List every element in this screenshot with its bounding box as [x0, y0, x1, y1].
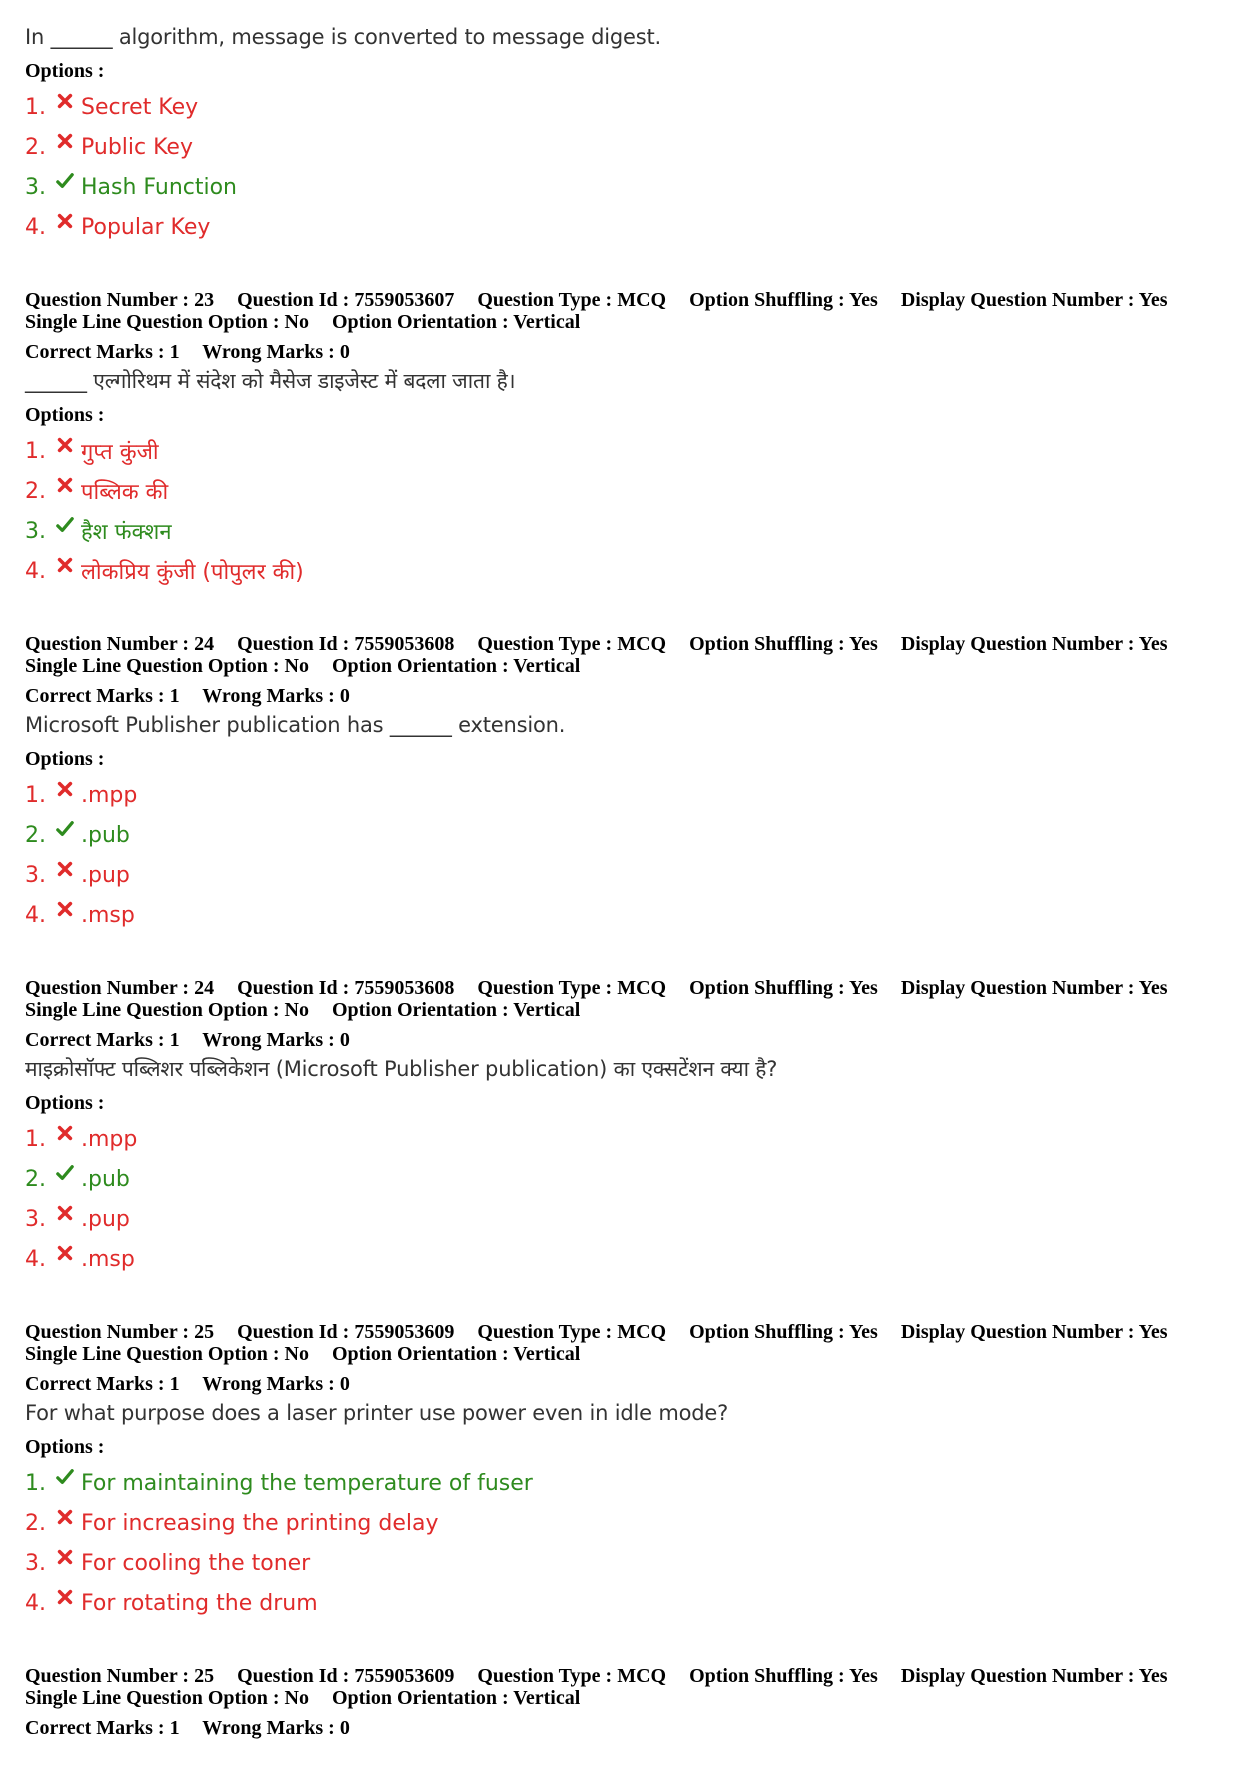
cross-icon: [53, 556, 77, 586]
option-orientation: Vertical: [513, 1687, 581, 1709]
cross-icon: [53, 436, 77, 466]
cross-icon: [53, 1588, 77, 1618]
marks-line: Correct Marks : 1 Wrong Marks : 0: [25, 1717, 350, 1739]
options-label: Options :: [25, 60, 105, 82]
option-number: 2.: [25, 134, 46, 160]
question-block-top: [25, 22, 1215, 247]
single-line-option: No: [284, 311, 309, 333]
question-block: [25, 1321, 1215, 1623]
question-block: [25, 633, 1215, 935]
option-shuffling: Yes: [848, 289, 878, 311]
cross-icon: [53, 1548, 77, 1578]
cross-icon: [53, 780, 77, 810]
question-text: माइक्रोसॉफ्ट पब्लिशर पब्लिकेशन (Microsoft Publisher publication) का एक्सटेंशन क्या है?: [25, 1057, 778, 1081]
cross-icon: [53, 132, 77, 162]
question-number: 25: [194, 1321, 215, 1343]
question-meta: Question Number : 25 Question Id : 7559053609 Question Type : MCQ Option Shuffling : Yes Display Question Number : Yes Single Line Question Option : No Option Orientation : Vertical: [25, 1321, 1168, 1365]
options-label: Options :: [25, 1436, 105, 1458]
question-text: In ______ algorithm, message is converted to message digest.: [25, 25, 661, 49]
option-orientation: Vertical: [513, 655, 581, 677]
wrong-marks: 0: [339, 1029, 350, 1051]
option-text: .pub: [81, 822, 130, 848]
option-number: 1.: [25, 782, 46, 808]
cross-icon: [53, 1244, 77, 1274]
wrong-marks: 0: [339, 341, 350, 363]
option-number: 3.: [25, 174, 46, 200]
display-question-number: Yes: [1138, 1321, 1168, 1343]
option-orientation: Vertical: [513, 999, 581, 1021]
option-item: [25, 1463, 1215, 1503]
option-item: [25, 1119, 1215, 1159]
display-question-number: Yes: [1138, 977, 1168, 999]
option-text: .pup: [81, 1206, 130, 1232]
option-text: हैश फंक्शन: [81, 520, 172, 545]
check-icon: [53, 516, 77, 546]
option-number: 1.: [25, 1126, 46, 1152]
question-number: 25: [194, 1665, 215, 1687]
cross-icon: [53, 1124, 77, 1154]
option-item: [25, 1239, 1215, 1279]
option-item: [25, 87, 1215, 127]
option-number: 3.: [25, 1550, 46, 1576]
option-item: [25, 775, 1215, 815]
options-label: Options :: [25, 1092, 105, 1114]
option-number: 2.: [25, 822, 46, 848]
option-number: 3.: [25, 862, 46, 888]
option-list: [25, 775, 1215, 935]
option-item: [25, 815, 1215, 855]
question-id: 7559053608: [354, 633, 455, 655]
question-id: 7559053608: [354, 977, 455, 999]
option-text: .pup: [81, 862, 130, 888]
cross-icon: [53, 1508, 77, 1538]
option-list: [25, 431, 1215, 591]
option-item: [25, 511, 1215, 551]
marks-line: Correct Marks : 1 Wrong Marks : 0: [25, 685, 350, 707]
option-text: For rotating the drum: [81, 1590, 318, 1616]
option-number: 1.: [25, 438, 46, 464]
option-text: गुप्त कुंजी: [81, 440, 159, 465]
option-text: Popular Key: [81, 214, 211, 240]
question-block: [25, 289, 1215, 591]
option-text: Secret Key: [81, 94, 199, 120]
marks-line: Correct Marks : 1 Wrong Marks : 0: [25, 1029, 350, 1051]
option-text: .mpp: [81, 782, 138, 808]
question-id: 7559053609: [354, 1665, 455, 1687]
option-item: [25, 551, 1215, 591]
correct-marks: 1: [169, 1029, 180, 1051]
question-type: MCQ: [617, 1665, 667, 1687]
option-text: .msp: [81, 1246, 135, 1272]
option-item: [25, 1159, 1215, 1199]
options-label: Options :: [25, 404, 105, 426]
single-line-option: No: [284, 655, 309, 677]
question-type: MCQ: [617, 289, 667, 311]
question-meta: Question Number : 24 Question Id : 7559053608 Question Type : MCQ Option Shuffling : Yes Display Question Number : Yes Single Line Question Option : No Option Orientation : Vertical: [25, 977, 1168, 1021]
option-item: [25, 207, 1215, 247]
question-meta: Question Number : 23 Question Id : 7559053607 Question Type : MCQ Option Shuffling : Yes Display Question Number : Yes Single Line Question Option : No Option Orientation : Vertical: [25, 289, 1168, 333]
question-type: MCQ: [617, 977, 667, 999]
option-shuffling: Yes: [848, 633, 878, 655]
cross-icon: [53, 212, 77, 242]
option-orientation: Vertical: [513, 311, 581, 333]
option-text: For cooling the toner: [81, 1550, 311, 1576]
option-number: 3.: [25, 518, 46, 544]
check-icon: [53, 172, 77, 202]
option-item: [25, 431, 1215, 471]
correct-marks: 1: [169, 1717, 180, 1739]
cross-icon: [53, 1204, 77, 1234]
option-number: 4.: [25, 902, 46, 928]
option-number: 1.: [25, 1470, 46, 1496]
cross-icon: [53, 900, 77, 930]
option-item: [25, 855, 1215, 895]
display-question-number: Yes: [1138, 289, 1168, 311]
question-number: 24: [194, 633, 215, 655]
question-type: MCQ: [617, 1321, 667, 1343]
single-line-option: No: [284, 1343, 309, 1365]
option-number: 3.: [25, 1206, 46, 1232]
option-number: 4.: [25, 1590, 46, 1616]
cross-icon: [53, 476, 77, 506]
cross-icon: [53, 860, 77, 890]
display-question-number: Yes: [1138, 633, 1168, 655]
option-orientation: Vertical: [513, 1343, 581, 1365]
marks-line: Correct Marks : 1 Wrong Marks : 0: [25, 341, 350, 363]
question-type: MCQ: [617, 633, 667, 655]
option-text: Public Key: [81, 134, 193, 160]
option-item: [25, 1543, 1215, 1583]
marks-line: Correct Marks : 1 Wrong Marks : 0: [25, 1373, 350, 1395]
correct-marks: 1: [169, 1373, 180, 1395]
option-item: [25, 1503, 1215, 1543]
question-block: [25, 1665, 1215, 1739]
question-block: [25, 977, 1215, 1279]
check-icon: [53, 1468, 77, 1498]
option-item: [25, 127, 1215, 167]
single-line-option: No: [284, 1687, 309, 1709]
option-text: लोकप्रिय कुंजी (पोपुलर की): [81, 560, 304, 585]
option-item: [25, 471, 1215, 511]
question-paper: [25, 22, 1215, 1781]
question-text: Microsoft Publisher publication has ______ extension.: [25, 713, 566, 737]
wrong-marks: 0: [339, 685, 350, 707]
option-list: [25, 1463, 1215, 1623]
option-number: 4.: [25, 1246, 46, 1272]
cross-icon: [53, 92, 77, 122]
option-number: 4.: [25, 558, 46, 584]
check-icon: [53, 1164, 77, 1194]
option-number: 2.: [25, 478, 46, 504]
option-text: .msp: [81, 902, 135, 928]
question-meta: Question Number : 24 Question Id : 7559053608 Question Type : MCQ Option Shuffling : Yes Display Question Number : Yes Single Line Question Option : No Option Orientation : Vertical: [25, 633, 1168, 677]
question-text: ______ एल्गोरिथम में संदेश को मैसेज डाइजेस्ट में बदला जाता है।: [25, 369, 516, 393]
option-text: पब्लिक की: [81, 480, 169, 505]
options-label: Options :: [25, 748, 105, 770]
option-list: [25, 1119, 1215, 1279]
option-text: .mpp: [81, 1126, 138, 1152]
question-number: 24: [194, 977, 215, 999]
option-item: [25, 167, 1215, 207]
option-item: [25, 1583, 1215, 1623]
option-number: 4.: [25, 214, 46, 240]
display-question-number: Yes: [1138, 1665, 1168, 1687]
question-meta: Question Number : 25 Question Id : 7559053609 Question Type : MCQ Option Shuffling : Yes Display Question Number : Yes Single Line Question Option : No Option Orientation : Vertical: [25, 1665, 1168, 1709]
option-shuffling: Yes: [848, 1665, 878, 1687]
question-id: 7559053607: [354, 289, 455, 311]
option-number: 1.: [25, 94, 46, 120]
option-shuffling: Yes: [848, 1321, 878, 1343]
wrong-marks: 0: [339, 1717, 350, 1739]
option-text: For increasing the printing delay: [81, 1510, 439, 1536]
correct-marks: 1: [169, 685, 180, 707]
option-item: [25, 1199, 1215, 1239]
wrong-marks: 0: [339, 1373, 350, 1395]
correct-marks: 1: [169, 341, 180, 363]
option-text: .pub: [81, 1166, 130, 1192]
option-shuffling: Yes: [848, 977, 878, 999]
option-text: For maintaining the temperature of fuser: [81, 1470, 533, 1496]
question-id: 7559053609: [354, 1321, 455, 1343]
question-text: For what purpose does a laser printer use power even in idle mode?: [25, 1401, 729, 1425]
option-number: 2.: [25, 1510, 46, 1536]
option-text: Hash Function: [81, 174, 237, 200]
option-number: 2.: [25, 1166, 46, 1192]
option-item: [25, 895, 1215, 935]
check-icon: [53, 820, 77, 850]
question-number: 23: [194, 289, 215, 311]
option-list: [25, 87, 1215, 247]
single-line-option: No: [284, 999, 309, 1021]
